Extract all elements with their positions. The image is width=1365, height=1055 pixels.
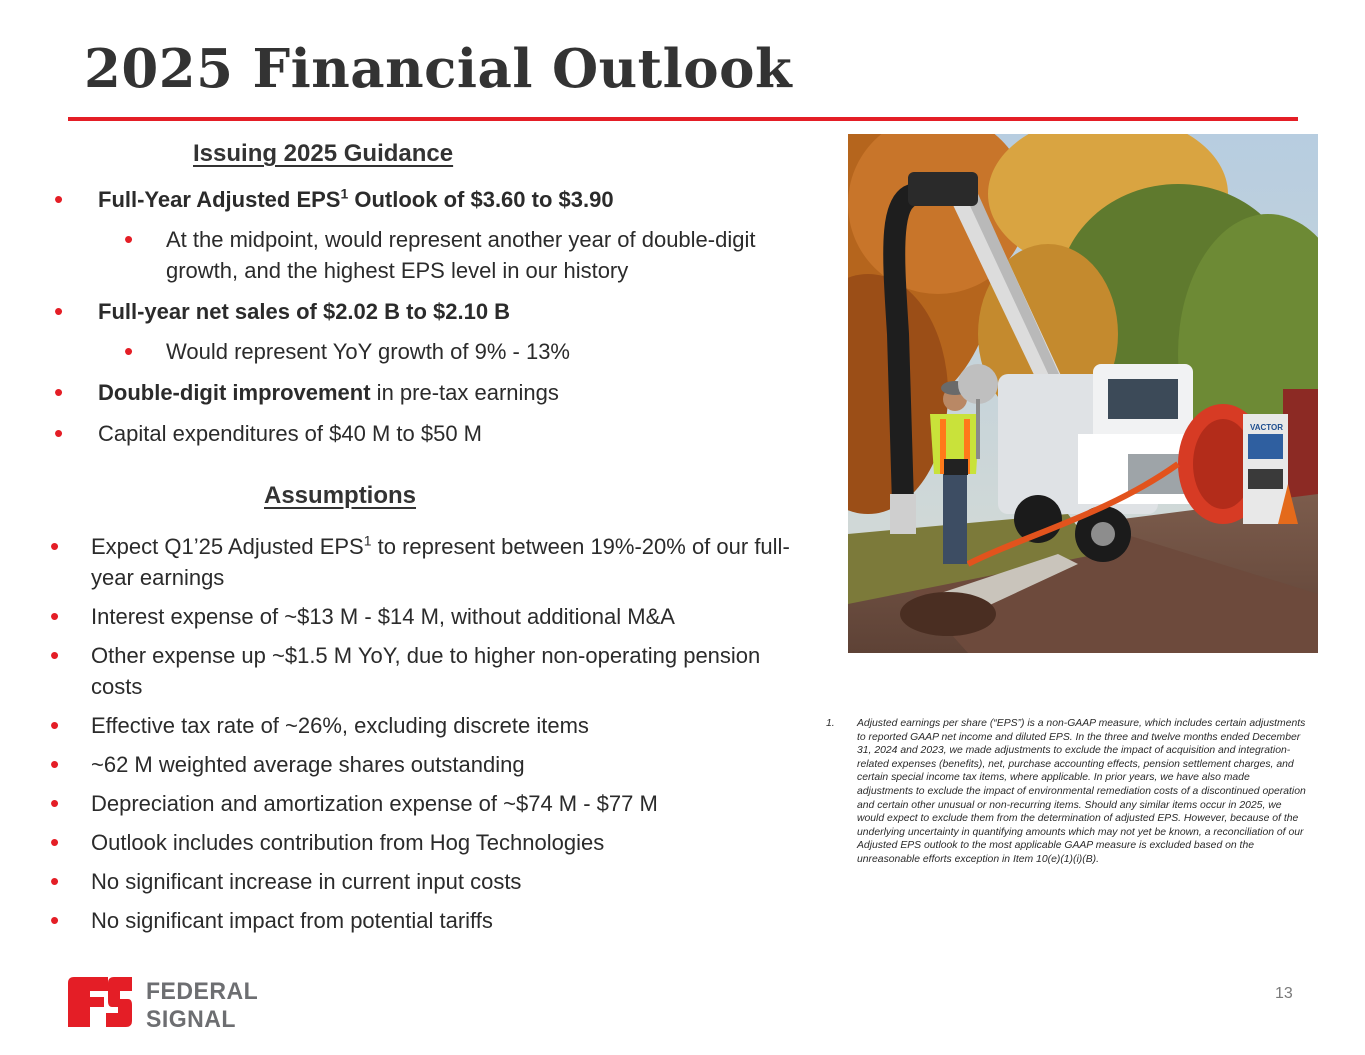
assumption-item <box>50 827 810 858</box>
bullet-dot: • <box>50 788 60 818</box>
guidance-item-sales <box>54 296 814 327</box>
pretax-rest: in pre-tax earnings <box>370 380 559 405</box>
bullet-dot: • <box>50 866 60 896</box>
fs-logo-icon <box>68 971 134 1029</box>
bullet-dot: • <box>54 418 64 448</box>
footnote <box>826 717 1308 867</box>
sales-growth-text: Would represent YoY growth of 9% - 13% <box>166 339 570 364</box>
assumption-item-q1 <box>50 531 810 593</box>
assumptions-heading: Assumptions <box>264 482 417 509</box>
logo-wordmark: FEDERAL SIGNAL <box>146 978 258 1033</box>
assumption-text: Outlook includes contribution from Hog Technologies <box>91 830 605 855</box>
assumption-item <box>50 788 810 819</box>
capex-text: Capital expenditures of $40 M to $50 M <box>98 421 483 446</box>
bullet-dot: • <box>50 601 60 631</box>
assumption-text: Effective tax rate of ~26%, excluding discrete items <box>91 713 589 738</box>
assumptions-list <box>50 531 810 936</box>
assumption-item <box>50 640 810 702</box>
eps-midpoint-text: At the midpoint, would represent another year of double-digit growth, and the highest EPS level in our history <box>166 227 756 283</box>
footnote-number: 1. <box>826 718 835 729</box>
assumption-text: No significant impact from potential tariffs <box>91 908 493 933</box>
bullet-dot: • <box>50 749 60 779</box>
bullet-dot: • <box>54 296 64 326</box>
eps-range: Outlook of $3.60 to $3.90 <box>348 187 614 212</box>
guidance-item-eps <box>54 184 814 215</box>
truck-badge: VACTOR <box>1250 423 1284 432</box>
assumption-item <box>50 601 810 632</box>
footnote-ref: 1 <box>363 532 372 549</box>
assumption-text: Interest expense of ~$13 M - $14 M, without additional M&A <box>91 604 675 629</box>
bullet-dot: • <box>50 827 60 857</box>
eps-label: Full-Year Adjusted EPS <box>98 187 341 212</box>
assumption-text: Other expense up ~$1.5 M YoY, due to higher non-operating pension costs <box>91 643 761 699</box>
assumption-item <box>50 866 810 897</box>
page-title: 2025 Financial Outlook <box>84 38 793 100</box>
guidance-subitem-eps <box>54 224 814 286</box>
footnote-ref: 1 <box>340 185 349 202</box>
footnote-text: Adjusted earnings per share (“EPS”) is a non-GAAP measure, which includes certain adjustments to reported GAAP net income and diluted EPS. In the three and twelve months ended December 31, 2024 and 2023, we made adjustments to exclude the impact of acquisition and integration-related expenses (benefits), net, purchase accounting effects, pension settlement charges, and certain special income tax items, where applicable. In prior years, we have also made adjustments to exclude the impact of environmental remediation costs of a discontinued operation and certain other unusual or non-recurring items. Should any similar items occur in 2025, we would expect to exclude them from the determination of adjusted EPS. However, because of the underlying uncertainty in quantifying amounts which may not yet be known, a reconciliation of our Adjusted EPS outlook to the most applicable GAAP measure is excluded based on the unreasonable efforts exception in Item 10(e)(1)(i)(B). <box>857 718 1306 865</box>
guidance-item-pretax <box>54 377 814 408</box>
guidance-subitem-sales <box>54 336 814 367</box>
bullet-dot: • <box>124 336 134 366</box>
truck-photo <box>848 134 1318 653</box>
assumption-text: ~62 M weighted average shares outstanding <box>91 752 525 777</box>
federal-signal-logo <box>68 971 358 1033</box>
q1-text: to represent between 19%-20% of our full-year earnings <box>91 534 790 590</box>
assumption-item <box>50 905 810 936</box>
bullet-dot: • <box>50 531 60 561</box>
bullet-dot: • <box>54 184 64 214</box>
sales-text: Full-year net sales of $2.02 B to $2.10 B <box>98 299 511 324</box>
q1-label: Expect Q1’25 Adjusted EPS <box>91 534 364 559</box>
guidance-list <box>54 184 814 449</box>
bullet-dot: • <box>124 224 134 254</box>
assumption-item <box>50 749 810 780</box>
guidance-heading: Issuing 2025 Guidance <box>193 140 454 167</box>
assumption-item <box>50 710 810 741</box>
bullet-dot: • <box>54 377 64 407</box>
bullet-dot: • <box>50 710 60 740</box>
assumption-text: Depreciation and amortization expense of ~$74 M - $77 M <box>91 791 658 816</box>
assumption-text: No significant increase in current input costs <box>91 869 522 894</box>
truck-photo-illustration <box>848 134 1318 653</box>
guidance-item-capex <box>54 418 814 449</box>
bullet-dot: • <box>50 905 60 935</box>
bullet-dot: • <box>50 640 60 670</box>
page-number: 13 <box>1275 985 1293 1002</box>
pretax-bold: Double-digit improvement <box>98 380 371 405</box>
title-divider <box>68 117 1298 121</box>
